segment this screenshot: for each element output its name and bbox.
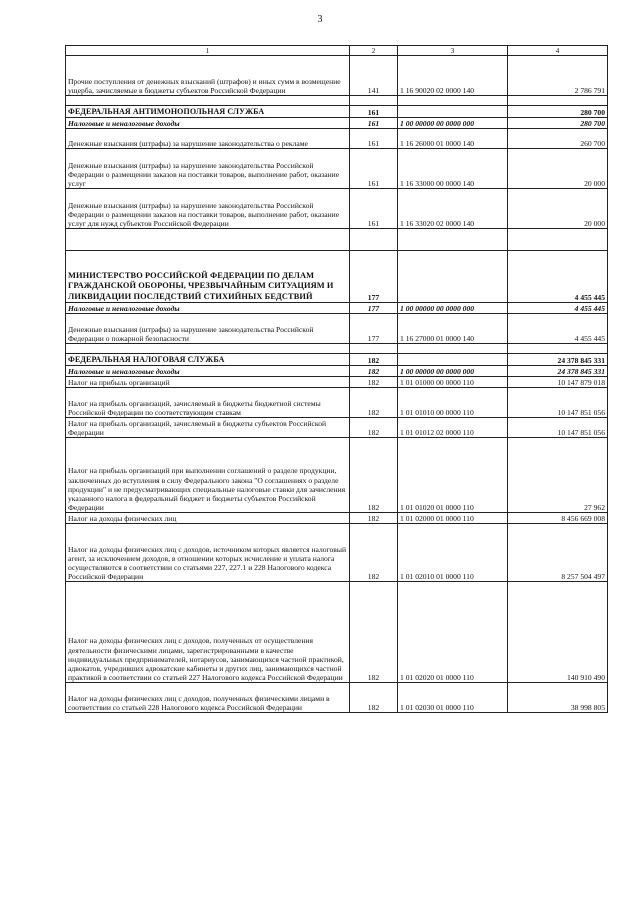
revenue-name: Денежные взыскания (штрафы) за нарушение законодательства о рекламе: [66, 129, 350, 149]
revenue-name: Налог на доходы физических лиц с доходов, источником которых является налоговый агент, за исключением доходов, в отношении которых исчисление и уплата налога осуществляются в соответствии со статьями 227, 227.1 и 228 Налогового кодекса Российской Федерации: [66, 524, 350, 582]
revenue-name: Налог на доходы физических лиц с доходов, полученных от осуществления деятельности физическими лицами, зарегистрированными в качестве индивидуальных предпринимателей, нотариусов, занимающихся частной практикой, адвокатов, учредивших адвокатские кабинеты и других лиц, занимающихся частной практикой в соответствии со статьей 227 Налогового кодекса Российской Федерации: [66, 582, 350, 683]
budget-classification-code: 1 01 02010 01 0000 110: [398, 524, 508, 582]
amount: 20 000: [508, 189, 608, 229]
admin-code: 161: [350, 106, 398, 118]
revenue-name: Налог на доходы физических лиц: [66, 513, 350, 524]
spacer-row: [66, 96, 608, 106]
budget-classification-code: 1 01 01010 00 0000 110: [398, 388, 508, 418]
subtotal-row: [66, 303, 608, 314]
subtotal-row: [66, 118, 608, 129]
budget-classification-code: 1 01 02000 01 0000 110: [398, 513, 508, 524]
table-row: [66, 582, 608, 683]
table-row: [66, 524, 608, 582]
budget-classification-code: 1 00 00000 00 0000 000: [398, 118, 508, 129]
amount: 4 455 445: [508, 251, 608, 303]
admin-code: 177: [350, 314, 398, 344]
amount: 8 257 504 497: [508, 524, 608, 582]
budget-classification-code: 1 16 90020 02 0000 140: [398, 56, 508, 96]
revenue-name: Денежные взыскания (штрафы) за нарушение законодательства Российской Федерации о размещении заказов на поставки товаров, выполнение работ, оказание услуг: [66, 149, 350, 189]
column-header-1: 1: [66, 46, 350, 56]
revenue-table: [65, 45, 608, 713]
budget-classification-code: 1 00 00000 00 0000 000: [398, 366, 508, 377]
admin-code: 161: [350, 118, 398, 129]
budget-classification-code: 1 16 26000 01 0000 140: [398, 129, 508, 149]
admin-code: 161: [350, 129, 398, 149]
revenue-name: Прочие поступления от денежных взысканий (штрафов) и иных сумм в возмещение ущерба, зачисляемые в бюджеты субъектов Российской Федерации: [66, 56, 350, 96]
amount: 27 962: [508, 438, 608, 513]
amount: 140 910 490: [508, 582, 608, 683]
budget-classification-code: 1 01 02020 01 0000 110: [398, 582, 508, 683]
table-row: [66, 129, 608, 149]
revenue-name: Денежные взыскания (штрафы) за нарушение законодательства Российской Федерации о размещении заказов на поставки товаров, выполнение работ, оказание услуг для нужд субъектов Российской Федерации: [66, 189, 350, 229]
amount: 20 000: [508, 149, 608, 189]
spacer-row: [66, 344, 608, 354]
table-row: [66, 56, 608, 96]
amount: 38 998 805: [508, 683, 608, 713]
budget-classification-code: 1 01 01012 02 0000 110: [398, 418, 508, 438]
column-header-2: 2: [350, 46, 398, 56]
column-header-4: 4: [508, 46, 608, 56]
amount: 10 147 851 056: [508, 418, 608, 438]
admin-code: 182: [350, 354, 398, 366]
amount: 4 455 445: [508, 303, 608, 314]
revenue-name: Налоговые и неналоговые доходы: [66, 303, 350, 314]
spacer-row: [66, 229, 608, 251]
agency-name: ФЕДЕРАЛЬНАЯ НАЛОГОВАЯ СЛУЖБА: [66, 354, 350, 366]
budget-classification-code: [398, 106, 508, 118]
admin-code: 182: [350, 513, 398, 524]
admin-code: 182: [350, 524, 398, 582]
table-row: [66, 513, 608, 524]
amount: 24 378 845 331: [508, 366, 608, 377]
revenue-name: Налоговые и неналоговые доходы: [66, 366, 350, 377]
revenue-name: Налог на прибыль организаций, зачисляемый в бюджеты бюджетной системы Российской Федерации по соответствующим ставкам: [66, 388, 350, 418]
agency-name: ФЕДЕРАЛЬНАЯ АНТИМОНОПОЛЬНАЯ СЛУЖБА: [66, 106, 350, 118]
table-row: [66, 377, 608, 388]
admin-code: 182: [350, 418, 398, 438]
revenue-name: Налог на доходы физических лиц с доходов, полученных физическими лицами в соответствии со статьей 228 Налогового кодекса Российской Федерации: [66, 683, 350, 713]
budget-classification-code: 1 01 01020 01 0000 110: [398, 438, 508, 513]
amount: 10 147 851 056: [508, 388, 608, 418]
admin-code: 177: [350, 251, 398, 303]
table-row: [66, 314, 608, 344]
amount: 24 378 845 331: [508, 354, 608, 366]
table-row: [66, 683, 608, 713]
admin-code: 177: [350, 303, 398, 314]
budget-classification-code: 1 01 02030 01 0000 110: [398, 683, 508, 713]
column-number-row: [66, 46, 608, 56]
table-row: [66, 149, 608, 189]
budget-classification-code: [398, 354, 508, 366]
revenue-name: Налог на прибыль организаций: [66, 377, 350, 388]
agency-row: [66, 354, 608, 366]
revenue-name: Налог на прибыль организаций при выполнении соглашений о разделе продукции, заключенных до вступления в силу Федерального закона "О соглашениях о разделе продукции" и не предусматривающих специальные налоговые ставки для зачисления указанного налога в федеральный бюджет и бюджеты субъектов Российской Федерации: [66, 438, 350, 513]
admin-code: 182: [350, 366, 398, 377]
agency-row: [66, 251, 608, 303]
agency-row: [66, 106, 608, 118]
budget-classification-code: 1 16 33000 00 0000 140: [398, 149, 508, 189]
amount: 260 700: [508, 129, 608, 149]
table-row: [66, 388, 608, 418]
revenue-name: Налоговые и неналоговые доходы: [66, 118, 350, 129]
admin-code: 141: [350, 56, 398, 96]
amount: 10 147 879 018: [508, 377, 608, 388]
amount: 4 455 445: [508, 314, 608, 344]
budget-classification-code: 1 01 01000 00 0000 110: [398, 377, 508, 388]
amount: 280 700: [508, 118, 608, 129]
admin-code: 182: [350, 438, 398, 513]
admin-code: 182: [350, 582, 398, 683]
revenue-name: Налог на прибыль организаций, зачисляемый в бюджеты субъектов Российской Федерации: [66, 418, 350, 438]
amount: 2 786 791: [508, 56, 608, 96]
agency-name: МИНИСТЕРСТВО РОССИЙСКОЙ ФЕДЕРАЦИИ ПО ДЕЛАМ ГРАЖДАНСКОЙ ОБОРОНЫ, ЧРЕЗВЫЧАЙНЫМ СИТУАЦИЯМ И ЛИКВИДАЦИИ ПОСЛЕДСТВИЙ СТИХИЙНЫХ БЕДСТВИЙ: [66, 251, 350, 303]
table-row: [66, 189, 608, 229]
revenue-name: Денежные взыскания (штрафы) за нарушение законодательства Российской Федерации о пожарной безопасности: [66, 314, 350, 344]
table-row: [66, 418, 608, 438]
budget-classification-code: 1 00 00000 00 0000 000: [398, 303, 508, 314]
budget-classification-code: 1 16 33020 02 0000 140: [398, 189, 508, 229]
amount: 8 456 669 008: [508, 513, 608, 524]
admin-code: 161: [350, 189, 398, 229]
page-number: 3: [317, 14, 323, 25]
admin-code: 161: [350, 149, 398, 189]
admin-code: 182: [350, 683, 398, 713]
amount: 280 700: [508, 106, 608, 118]
table-row: [66, 438, 608, 513]
budget-classification-code: [398, 251, 508, 303]
admin-code: 182: [350, 377, 398, 388]
budget-classification-code: 1 16 27000 01 0000 140: [398, 314, 508, 344]
column-header-3: 3: [398, 46, 508, 56]
subtotal-row: [66, 366, 608, 377]
admin-code: 182: [350, 388, 398, 418]
